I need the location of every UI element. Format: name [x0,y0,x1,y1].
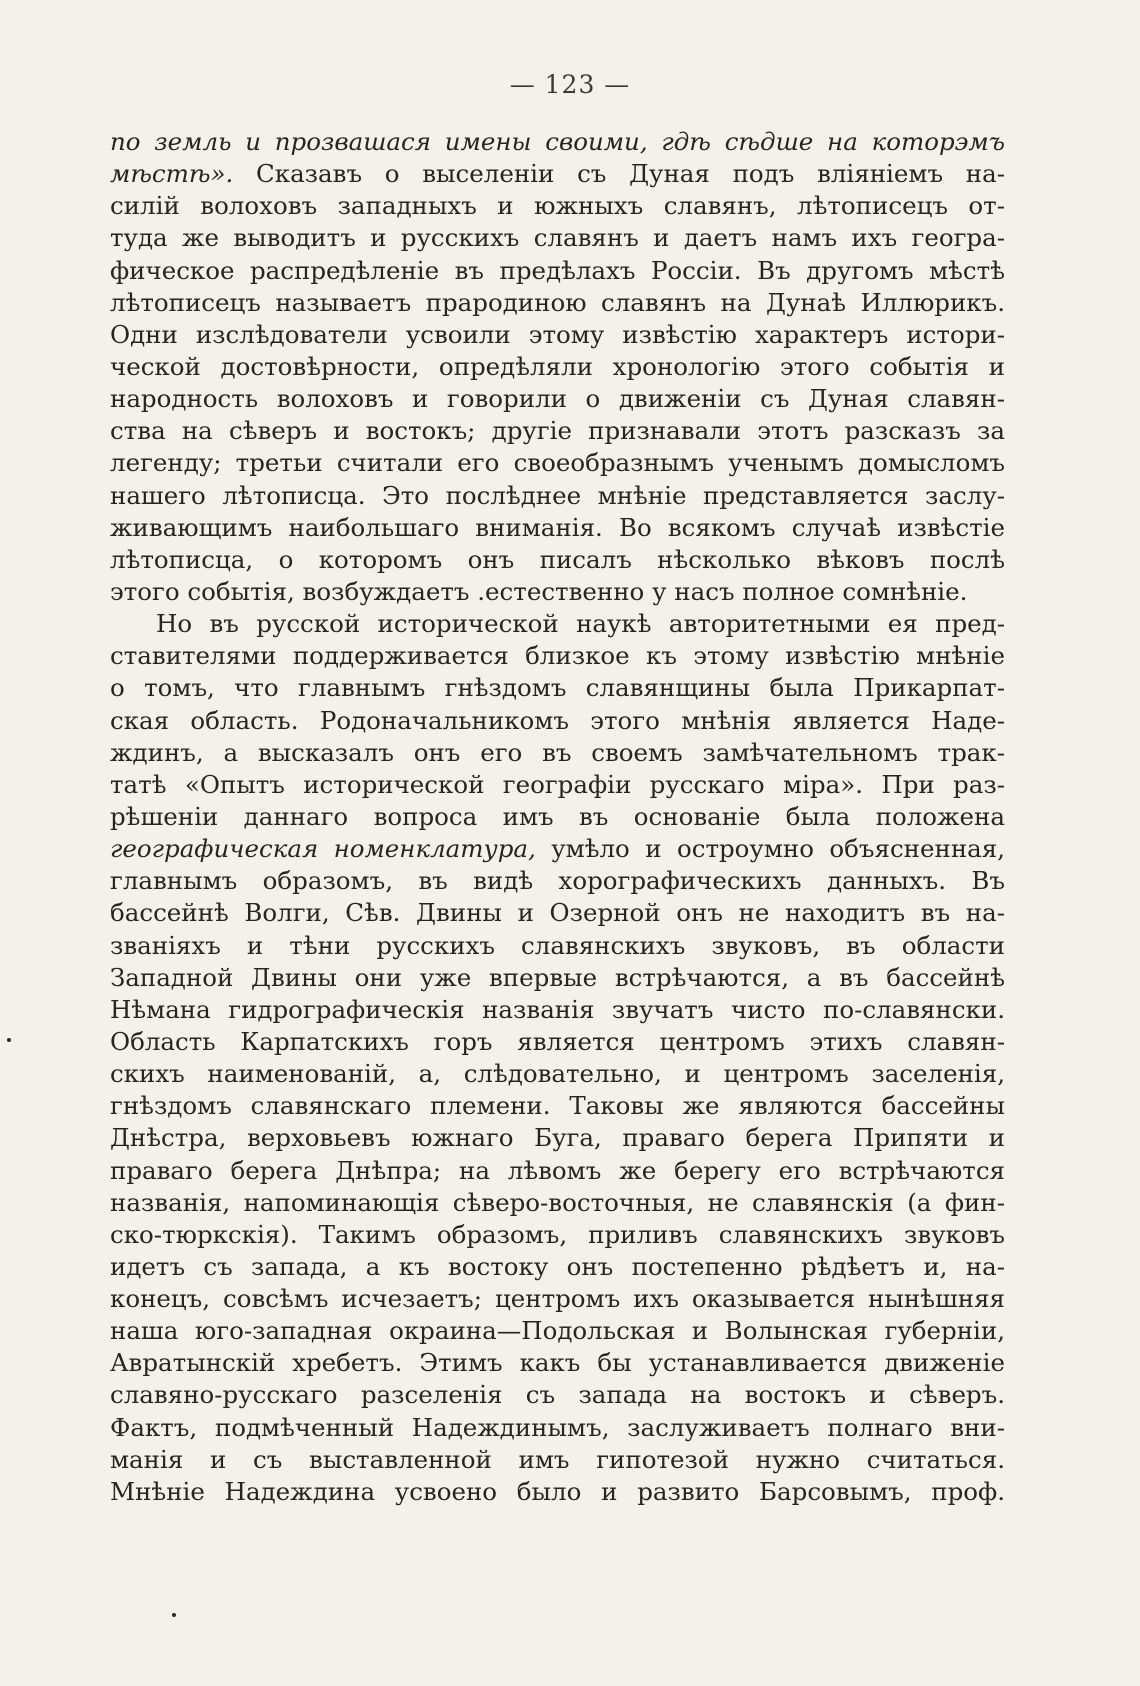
text-line: фическое распредѣленіе въ предѣлахъ Россіи. Въ другомъ мѣстѣ [110,255,1005,285]
text-line: ская область. Родоначальникомъ этого мнѣнія является Наде- [110,705,1005,735]
text-line: нашего лѣтописца. Это послѣднее мнѣніе представляется заслу- [110,480,1005,510]
text-line: Авратынскій хребетъ. Этимъ какъ бы устанавливается движеніе [110,1348,1005,1378]
text-line: гнѣздомъ славянскаго племени. Таковы же являются бассейны [110,1091,1005,1121]
text-line: лѣтописецъ называетъ прародиною славянъ на Дунаѣ Иллюрикъ. [110,287,1005,317]
text-line: по земль и прозвашася имены своими, гдѣ сѣдше на которэмъ [110,127,1005,156]
text-line: идетъ съ запада, а къ востоку онъ постепенно рѣдѣетъ и, на- [110,1251,1005,1281]
text-line: наша юго-западная окраина—Подольская и Волынская губерніи, [110,1316,1005,1346]
text-line: Нѣмана гидрографическія названія звучатъ чисто по-славянски. [110,994,1005,1024]
print-speck [7,1038,11,1042]
text-line: славяно-русскаго разселенія съ запада на востокъ и сѣверъ. [110,1380,1005,1410]
text-line: ческой достовѣрности, опредѣляли хронологію этого событія и [110,351,1005,381]
text-line: легенду; третьи считали его своеобразнымъ ученымъ домысломъ [110,448,1005,478]
text-line: Западной Двины они уже впервые встрѣчаются, а въ бассейнѣ [110,962,1005,992]
text-line: туда же выводитъ и русскихъ славянъ и даетъ намъ ихъ геогра- [110,223,1005,253]
text-line: конецъ, совсѣмъ исчезаетъ; центромъ ихъ оказывается нынѣшняя [110,1284,1005,1314]
paragraph [110,126,1005,608]
text-line: Днѣстра, верховьевъ южнаго Буга, праваго берега Припяти и [110,1123,1005,1153]
text-line: лѣтописца, о которомъ онъ писалъ нѣсколько вѣковъ послѣ [110,544,1005,574]
text-line: этого событія, возбуждаетъ .естественно у насъ полное сомнѣніе. [110,576,968,606]
text-line: Одни изслѣдователи усвоили этому извѣстію характеръ истори- [110,319,1005,349]
text-line: ства на сѣверъ и востокъ; другіе признавали этотъ разсказъ за [110,416,1005,446]
text-line: званіяхъ и тѣни русскихъ славянскихъ звуковъ, въ области [110,930,1005,960]
text-line: рѣшеніи даннаго вопроса имъ въ основаніе была положена [110,801,1005,831]
text-line: о томъ, что главнымъ гнѣздомъ славянщины была Прикарпат- [110,673,1005,703]
body-text [110,126,1005,1508]
print-speck [172,1613,176,1617]
text-line: скихъ наименованій, а, слѣдовательно, и центромъ заселенія, [110,1059,1005,1089]
text-line: главнымъ образомъ, въ видѣ хорографическихъ данныхъ. Въ [110,866,1005,896]
italic-phrase: мѣстѣ». [110,159,234,189]
text-line: Область Карпатскихъ горъ является центромъ этихъ славян- [110,1026,1005,1056]
text-span: Сказавъ о выселеніи съ Дуная подъ вліяніемъ на- [233,159,1005,189]
text-line: бассейнѣ Волги, Сѣв. Двины и Озерной онъ не находитъ въ на- [110,898,1005,928]
text-line: манія и съ выставленной имъ гипотезой нужно считаться. [110,1444,1005,1474]
text-line: ставителями поддерживается близкое къ этому извѣстію мнѣніе [110,641,1005,671]
text-line: ждинъ, а высказалъ онъ его въ своемъ замѣчательномъ трак- [110,737,1005,767]
text-line: Но въ русской исторической наукѣ авторитетными ея пред- [156,609,1005,639]
paragraph [110,608,1005,1508]
text-line: силій волоховъ западныхъ и южныхъ славянъ, лѣтописецъ от- [110,191,1005,221]
text-line: Мнѣніе Надеждина усвоено было и развито Барсовымъ, проф. [110,1476,1005,1506]
italic-phrase: географическая номенклатура, [110,834,536,864]
page-number: — 123 — [509,70,631,99]
text-line: живающимъ наибольшаго вниманія. Во всякомъ случаѣ извѣстіе [110,512,1005,542]
text-line: народность волоховъ и говорили о движеніи съ Дуная славян- [110,384,1005,414]
text-line [110,833,1005,865]
text-line [110,158,1005,190]
text-line: названія, напоминающія сѣверо-восточныя, не славянскія (а фин- [110,1187,1005,1217]
text-line: татѣ «Опытъ исторической географіи русскаго міра». При раз- [110,769,1005,799]
text-line: Фактъ, подмѣченный Надеждинымъ, заслуживаетъ полнаго вни- [110,1412,1005,1442]
text-line: праваго берега Днѣпра; на лѣвомъ же берегу его встрѣчаются [110,1155,1005,1185]
text-span: умѣло и остроумно объясненная, [535,834,1005,864]
text-line: ско-тюркскія). Такимъ образомъ, приливъ славянскихъ звуковъ [110,1219,1005,1249]
